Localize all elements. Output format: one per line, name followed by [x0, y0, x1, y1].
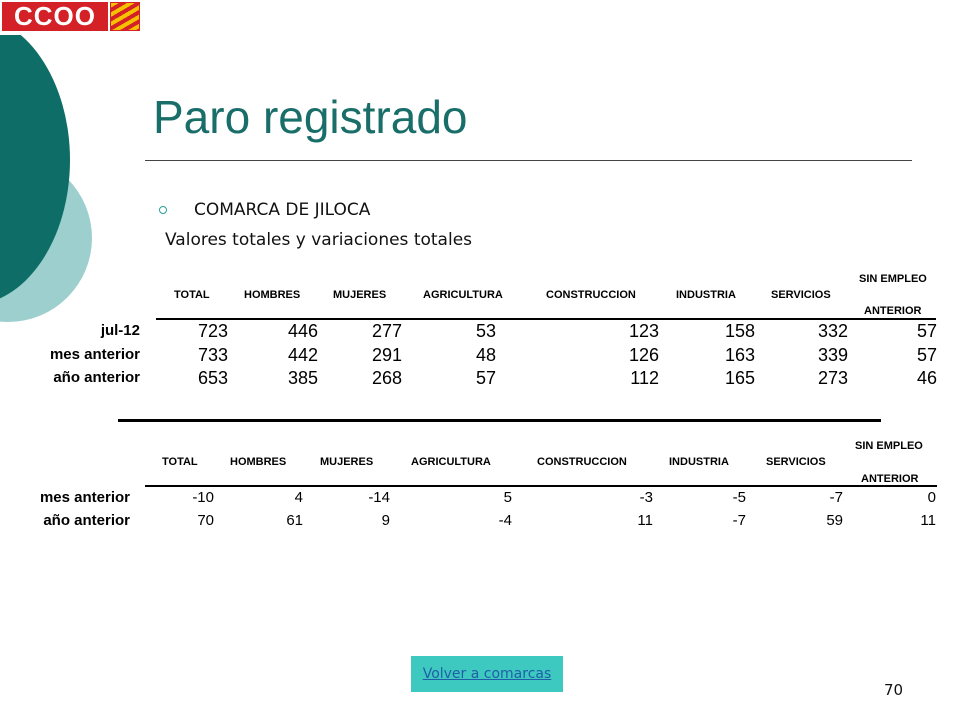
table-cell: 163 — [724, 345, 755, 365]
table-cell: 332 — [817, 321, 848, 341]
col-header-servicios: SERVICIOS — [771, 289, 831, 301]
table-cell: 339 — [817, 345, 848, 365]
table-cell: 268 — [371, 368, 402, 388]
table-header-rule — [156, 318, 936, 320]
col-header-sin-empleo: SIN EMPLEO — [855, 440, 923, 452]
table-cell: 4 — [294, 489, 303, 506]
comarca-heading: COMARCA DE JILOCA — [194, 200, 371, 220]
ccoo-logo — [0, 0, 143, 35]
col-header-total: TOTAL — [162, 456, 198, 468]
table-cell: 442 — [287, 345, 318, 365]
col-header-agricultura: AGRICULTURA — [423, 289, 503, 301]
col-header-anterior: ANTERIOR — [861, 473, 919, 485]
col-header-hombres: HOMBRES — [230, 456, 287, 468]
table-cell: 733 — [197, 345, 228, 365]
table-cell: 158 — [724, 321, 755, 341]
table-header-rule — [145, 485, 937, 487]
table-cell: 48 — [475, 345, 496, 365]
col-header-industria: INDUSTRIA — [676, 289, 736, 301]
row-label: mes anterior — [39, 489, 130, 506]
table-cell: 291 — [371, 345, 402, 365]
col-header-servicios: SERVICIOS — [766, 456, 826, 468]
page-number: 70 — [884, 681, 904, 699]
col-header-sin-empleo: SIN EMPLEO — [859, 273, 927, 285]
table-cell: 653 — [197, 368, 228, 388]
table-description: Valores totales y variaciones totales — [165, 230, 473, 250]
col-header-construccion: CONSTRUCCION — [537, 456, 627, 468]
table-cell: 11 — [637, 512, 653, 529]
table-cell: 57 — [916, 321, 937, 341]
table-cell: -7 — [732, 512, 746, 529]
title-divider — [145, 160, 912, 161]
table-cell: 9 — [381, 512, 390, 529]
aragon-flag-icon — [110, 2, 140, 31]
table-cell: 165 — [724, 368, 755, 388]
table-cell: -7 — [829, 489, 843, 506]
table-cell: 277 — [371, 321, 402, 341]
table-cell: -14 — [368, 489, 390, 506]
col-header-industria: INDUSTRIA — [669, 456, 729, 468]
table-cell: 61 — [286, 512, 303, 529]
table-cell: 46 — [916, 368, 937, 388]
page-title: Paro registrado — [153, 91, 468, 143]
table-cell: -3 — [639, 489, 653, 506]
row-label: mes anterior — [49, 346, 140, 363]
table-cell: -5 — [732, 489, 746, 506]
table-cell: 446 — [287, 321, 318, 341]
col-header-total: TOTAL — [174, 289, 210, 301]
table-cell: 59 — [826, 512, 843, 529]
back-to-comarcas-link[interactable]: Volver a comarcas — [411, 656, 563, 692]
col-header-construccion: CONSTRUCCION — [546, 289, 636, 301]
table-cell: 70 — [197, 512, 214, 529]
section-separator — [118, 419, 881, 422]
table-cell: 5 — [503, 489, 512, 506]
row-label: año anterior — [53, 369, 140, 386]
table-cell: 126 — [628, 345, 659, 365]
table-cell: 273 — [817, 368, 848, 388]
col-header-mujeres: MUJERES — [333, 289, 387, 301]
table-cell: 53 — [475, 321, 496, 341]
col-header-anterior: ANTERIOR — [864, 305, 922, 317]
col-header-mujeres: MUJERES — [320, 456, 374, 468]
table-cell: 0 — [927, 489, 936, 506]
bullet-circle-icon — [159, 206, 167, 214]
col-header-agricultura: AGRICULTURA — [411, 456, 491, 468]
row-label: año anterior — [43, 512, 130, 529]
table-cell: -4 — [498, 512, 512, 529]
table-cell: 57 — [475, 368, 496, 388]
col-header-hombres: HOMBRES — [244, 289, 301, 301]
table-cell: 385 — [287, 368, 318, 388]
table-cell: 57 — [916, 345, 937, 365]
table-cell: 11 — [920, 512, 936, 529]
table-cell: -10 — [192, 489, 214, 506]
table-cell: 112 — [630, 368, 659, 388]
table-cell: 723 — [197, 321, 228, 341]
row-label: jul-12 — [100, 322, 140, 339]
table-cell: 123 — [628, 321, 659, 341]
logo-text: CCOO — [2, 2, 108, 31]
